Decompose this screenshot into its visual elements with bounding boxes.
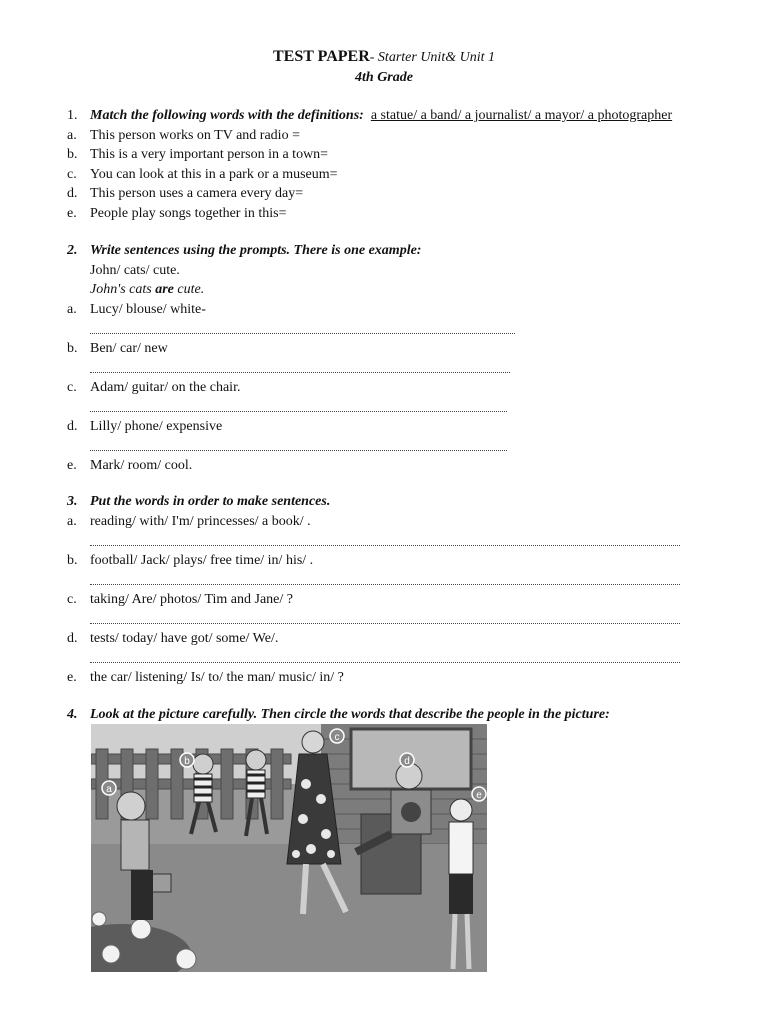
- marker-a-label: a: [106, 784, 112, 795]
- item-label: c.: [67, 379, 77, 395]
- dotted-answer-line[interactable]: [90, 531, 680, 546]
- list-item: [67, 512, 747, 532]
- item-label: b.: [67, 147, 78, 162]
- example-answer-post: cute.: [173, 282, 205, 297]
- list-item: [67, 378, 747, 398]
- exercise-3: [67, 492, 747, 687]
- item-text: Adam/ guitar/ on the chair.: [90, 379, 241, 395]
- list-item: [67, 339, 747, 359]
- list-item: [67, 590, 747, 610]
- example-prompt-text: John/ cats/ cute.: [90, 262, 180, 278]
- answer-line[interactable]: [67, 648, 747, 668]
- item-text: tests/ today/ have got/ some/ We/.: [90, 630, 279, 646]
- item-label: e.: [67, 457, 77, 473]
- list-item: [67, 417, 747, 437]
- item-label: d.: [67, 630, 78, 646]
- exercise-1-instruction: Match the following words with the definitions:: [90, 108, 364, 123]
- item-label: b.: [67, 340, 78, 356]
- illustration-people-in-yard: [91, 724, 487, 972]
- marker-e-label: e: [476, 790, 482, 801]
- exercise-number: 4.: [67, 707, 78, 722]
- item-label: e.: [67, 669, 77, 685]
- exercise-number: 1.: [67, 108, 78, 123]
- list-item: [67, 551, 747, 571]
- marker-d-label: d: [404, 756, 410, 767]
- answer-line[interactable]: [67, 319, 747, 339]
- exercise-2: [67, 241, 747, 475]
- list-item: [67, 629, 747, 649]
- dotted-answer-line[interactable]: [90, 358, 510, 373]
- item-text: Mark/ room/ cool.: [90, 457, 193, 473]
- marker-c-label: c: [334, 732, 340, 743]
- exercise-3-instruction: Put the words in order to make sentences.: [90, 494, 331, 509]
- list-item: [67, 145, 747, 165]
- item-label: d.: [67, 186, 78, 201]
- exercise-4-heading: [67, 705, 747, 725]
- list-item: [67, 204, 747, 224]
- grade-label: 4th Grade: [355, 70, 413, 85]
- item-text: Lilly/ phone/ expensive: [90, 418, 223, 434]
- item-text: This person works on TV and radio =: [90, 127, 300, 143]
- exercise-1: [67, 106, 747, 223]
- dotted-answer-line[interactable]: [90, 397, 507, 412]
- item-text: reading/ with/ I'm/ princesses/ a book/ .: [90, 513, 311, 529]
- item-label: d.: [67, 418, 78, 434]
- answer-line[interactable]: [67, 570, 747, 590]
- item-label: a.: [67, 513, 77, 529]
- title-main: TEST PAPER: [273, 48, 370, 65]
- list-item: [67, 184, 747, 204]
- answer-line[interactable]: [67, 397, 747, 417]
- dotted-answer-line[interactable]: [90, 436, 507, 451]
- item-label: e.: [67, 205, 77, 221]
- word-bank: a statue/ a band/ a journalist/ a mayor/ a photographer: [370, 108, 673, 123]
- exercise-4: [67, 705, 747, 725]
- marker-b-label: b: [184, 756, 190, 767]
- item-text: This person uses a camera every day=: [90, 186, 304, 201]
- item-text: Lucy/ blouse/ white-: [90, 301, 206, 317]
- example-prompt: [67, 261, 747, 281]
- page-title: [0, 47, 768, 68]
- item-label: a.: [67, 301, 77, 317]
- exercise-4-instruction: Look at the picture carefully. Then circle the words that describe the people in the picture:: [90, 707, 610, 722]
- example-answer-bold: are: [155, 282, 174, 297]
- item-text: football/ Jack/ plays/ free time/ in/ his/ .: [90, 552, 314, 568]
- list-item: [67, 126, 747, 146]
- item-text: taking/ Are/ photos/ Tim and Jane/ ?: [90, 591, 293, 607]
- dotted-answer-line[interactable]: [90, 648, 680, 663]
- item-text: You can look at this in a park or a museum=: [90, 166, 338, 182]
- exercise-number: 3.: [67, 494, 78, 509]
- example-answer-pre: John's cats: [90, 282, 156, 297]
- title-subtitle: - Starter Unit& Unit 1: [369, 50, 495, 65]
- item-text: Ben/ car/ new: [90, 340, 168, 356]
- item-label: b.: [67, 552, 78, 568]
- list-item: [67, 165, 747, 185]
- item-text: the car/ listening/ Is/ to/ the man/ music/ in/ ?: [90, 669, 344, 685]
- item-label: a.: [67, 127, 77, 143]
- item-label: c.: [67, 166, 77, 182]
- dotted-answer-line[interactable]: [90, 570, 680, 585]
- item-text: This is a very important person in a town=: [90, 147, 329, 162]
- dotted-answer-line[interactable]: [90, 609, 680, 624]
- answer-line[interactable]: [67, 358, 747, 378]
- dotted-answer-line[interactable]: [90, 319, 515, 334]
- answer-line[interactable]: [67, 436, 747, 456]
- exercise-3-heading: [67, 492, 747, 512]
- exercise-number: 2.: [67, 243, 78, 258]
- list-item: [67, 300, 747, 320]
- exercise-2-heading: [67, 241, 747, 261]
- watering-can: [151, 874, 171, 892]
- example-answer: [67, 280, 747, 300]
- answer-line[interactable]: [67, 609, 747, 629]
- exercise-1-heading: [67, 106, 747, 126]
- list-item: [67, 456, 747, 476]
- item-text: People play songs together in this=: [90, 205, 287, 221]
- item-label: c.: [67, 591, 77, 607]
- list-item: [67, 668, 747, 688]
- answer-line[interactable]: [67, 531, 747, 551]
- exercise-2-instruction: Write sentences using the prompts. There is one example:: [90, 243, 422, 258]
